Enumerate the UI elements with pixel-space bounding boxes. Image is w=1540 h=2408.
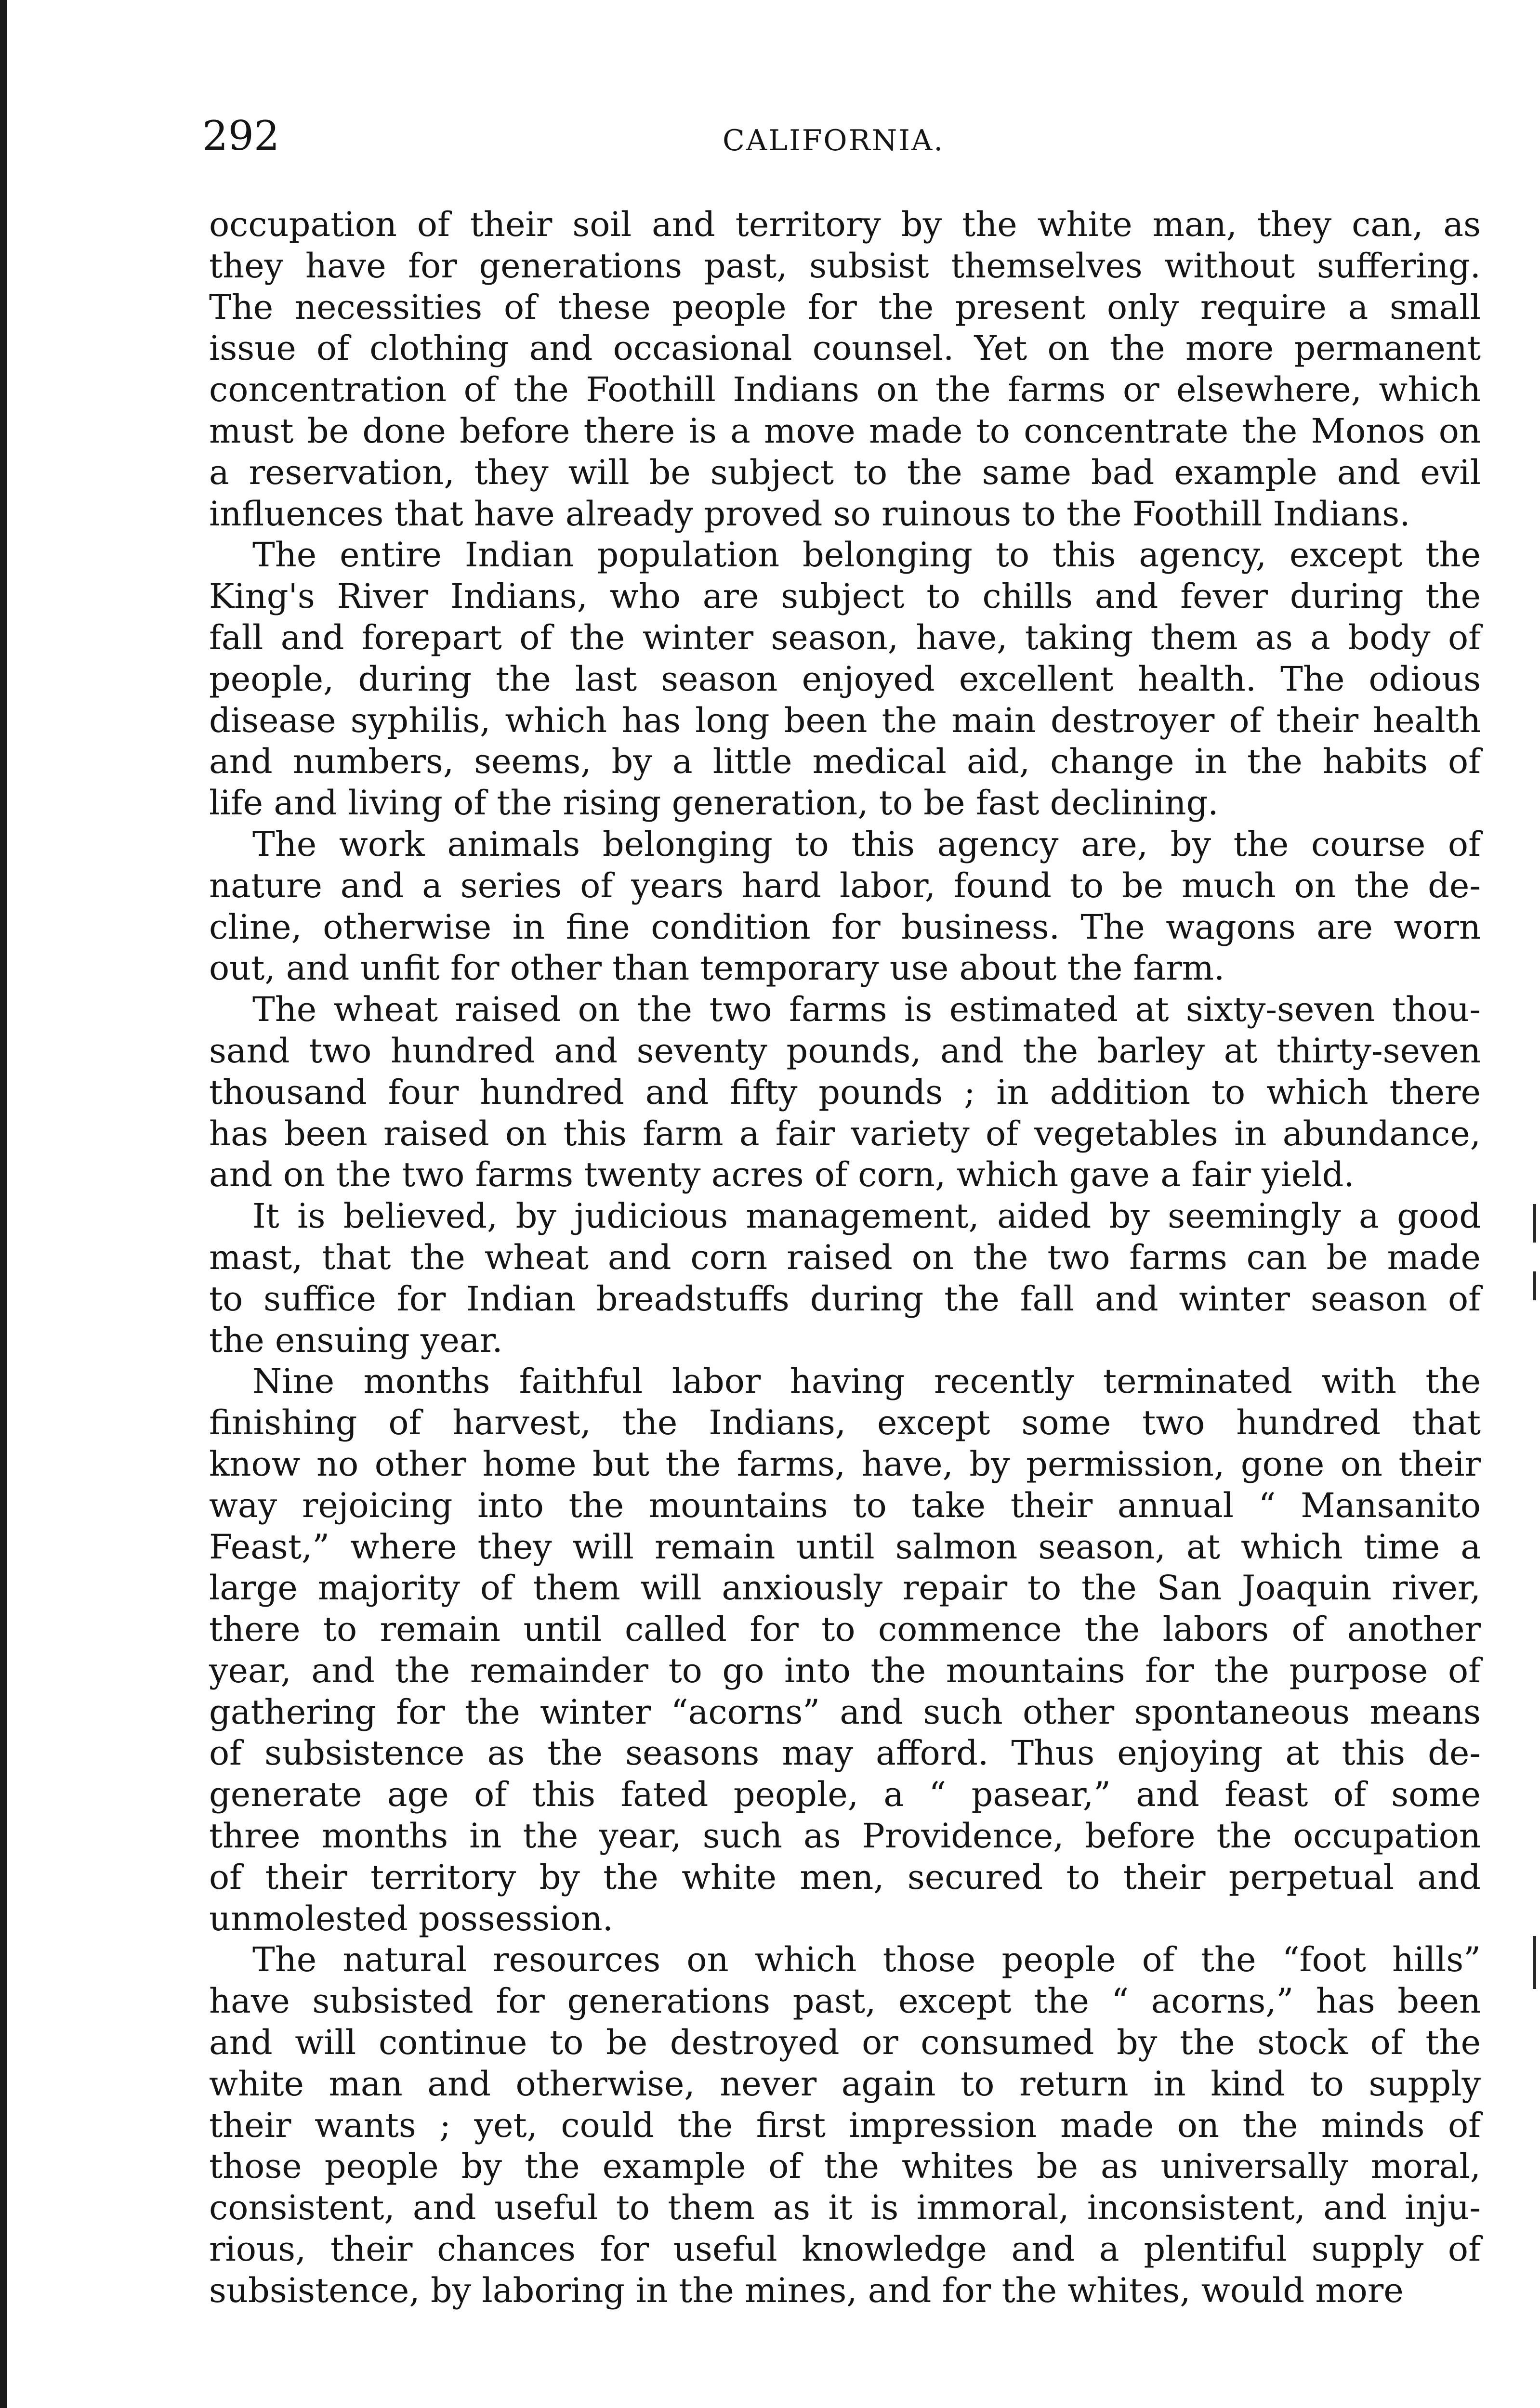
text-line: The entire Indian population belonging to this agency, except the — [252, 535, 1481, 575]
text-line: King's River Indians, who are subject to chills and fever during the — [209, 576, 1481, 616]
running-head: CALIFORNIA. — [723, 124, 945, 157]
text-line: occupation of their soil and territory by the white man, they can, as — [209, 205, 1481, 244]
text-line: there to remain until called for to commence the labors of another — [209, 1610, 1481, 1649]
paragraph — [209, 204, 1481, 535]
text-line: a reservation, they will be subject to the same bad example and evil — [209, 452, 1481, 492]
text-line: and will continue to be destroyed or consumed by the stock of the — [209, 2023, 1481, 2063]
text-line: year, and the remainder to go into the mountains for the purpose of — [209, 1650, 1481, 1690]
text-line: subsistence, by laboring in the mines, and for the whites, would more — [209, 2270, 1404, 2310]
text-line: way rejoicing into the mountains to take their annual “ Mansanito — [209, 1485, 1481, 1525]
paragraph — [209, 1939, 1481, 2311]
paragraph — [209, 535, 1481, 824]
body-text — [209, 204, 1481, 2312]
text-line: have subsisted for generations past, except the “ acorns,” has been — [209, 1981, 1481, 2021]
text-line: disease syphilis, which has long been the main destroyer of their health — [209, 700, 1481, 740]
text-line: The wheat raised on the two farms is estimated at sixty-seven thou- — [252, 990, 1481, 1030]
text-line: The natural resources on which those people of the “foot hills” — [252, 1940, 1481, 1980]
text-line: to suffice for Indian breadstuffs during the fall and winter season of — [209, 1279, 1481, 1319]
text-line: thousand four hundred and fifty pounds ; in addition to which there — [209, 1072, 1481, 1112]
text-line: white man and otherwise, never again to return in kind to supply — [209, 2064, 1481, 2104]
page-header — [202, 112, 1484, 174]
text-line: generate age of this fated people, a “ pasear,” and feast of some — [209, 1775, 1481, 1815]
text-line: finishing of harvest, the Indians, except some two hundred that — [209, 1403, 1481, 1443]
text-line: out, and unfit for other than temporary use about the farm. — [209, 948, 1225, 988]
text-line: gathering for the winter “acorns” and such other spontaneous means — [209, 1692, 1481, 1732]
text-line: those people by the example of the whites be as universally moral, — [209, 2146, 1481, 2186]
text-line: issue of clothing and occasional counsel. Yet on the more permanent — [209, 328, 1481, 368]
text-line: concentration of the Foothill Indians on the farms or elsewhere, which — [209, 370, 1481, 410]
text-line: influences that have already proved so ruinous to the Foothill Indians. — [209, 494, 1410, 534]
paragraph — [209, 1361, 1481, 1939]
text-line: cline, otherwise in fine condition for business. The wagons are worn — [209, 907, 1481, 947]
text-line: of their territory by the white men, secured to their perpetual and — [209, 1857, 1481, 1897]
scan-border-left — [0, 0, 7, 2408]
text-line: and numbers, seems, by a little medical aid, change in the habits of — [209, 742, 1481, 782]
scan-edge-mark — [1533, 1271, 1536, 1300]
text-line: three months in the year, such as Providence, before the occupation — [209, 1816, 1481, 1856]
text-line: life and living of the rising generation, to be fast declining. — [209, 783, 1219, 823]
text-line: The necessities of these people for the present only require a small — [209, 287, 1481, 327]
page-number: 292 — [202, 112, 280, 159]
text-line: the ensuing year. — [209, 1320, 503, 1360]
text-line: know no other home but the farms, have, by permission, gone on their — [209, 1444, 1481, 1484]
text-line: The work animals belonging to this agency are, by the course of — [252, 824, 1481, 864]
text-line: consistent, and useful to them as it is immoral, inconsistent, and inju- — [209, 2188, 1481, 2228]
text-line: of subsistence as the seasons may afford. Thus enjoying at this de- — [209, 1733, 1481, 1773]
text-line: It is believed, by judicious management, aided by seemingly a good — [252, 1196, 1481, 1236]
text-line: mast, that the wheat and corn raised on the two farms can be made — [209, 1237, 1481, 1277]
text-line: must be done before there is a move made to concentrate the Monos on — [209, 411, 1481, 451]
text-line: fall and forepart of the winter season, have, taking them as a body of — [209, 617, 1481, 657]
text-line: they have for generations past, subsist themselves without suffering. — [209, 246, 1481, 286]
scan-edge-mark — [1533, 1936, 1536, 1989]
text-line: Feast,” where they will remain until salmon season, at which time a — [209, 1527, 1481, 1567]
text-line: sand two hundred and seventy pounds, and the barley at thirty-seven — [209, 1031, 1481, 1071]
paragraph — [209, 989, 1481, 1196]
text-line: large majority of them will anxiously repair to the San Joaquin river, — [209, 1568, 1481, 1608]
text-line: their wants ; yet, could the first impression made on the minds of — [209, 2105, 1481, 2145]
text-line: has been raised on this farm a fair variety of vegetables in abundance, — [209, 1113, 1481, 1153]
text-line: nature and a series of years hard labor, found to be much on the de- — [209, 865, 1481, 905]
paragraph — [209, 1196, 1481, 1361]
text-line: people, during the last season enjoyed excellent health. The odious — [209, 659, 1481, 699]
scan-edge-mark — [1533, 1204, 1536, 1243]
paragraph — [209, 824, 1481, 989]
text-line: Nine months faithful labor having recently terminated with the — [252, 1361, 1481, 1401]
text-line: unmolested possession. — [209, 1898, 613, 1938]
text-line: rious, their chances for useful knowledge and a plentiful supply of — [209, 2229, 1481, 2269]
text-line: and on the two farms twenty acres of corn, which gave a fair yield. — [209, 1155, 1355, 1195]
